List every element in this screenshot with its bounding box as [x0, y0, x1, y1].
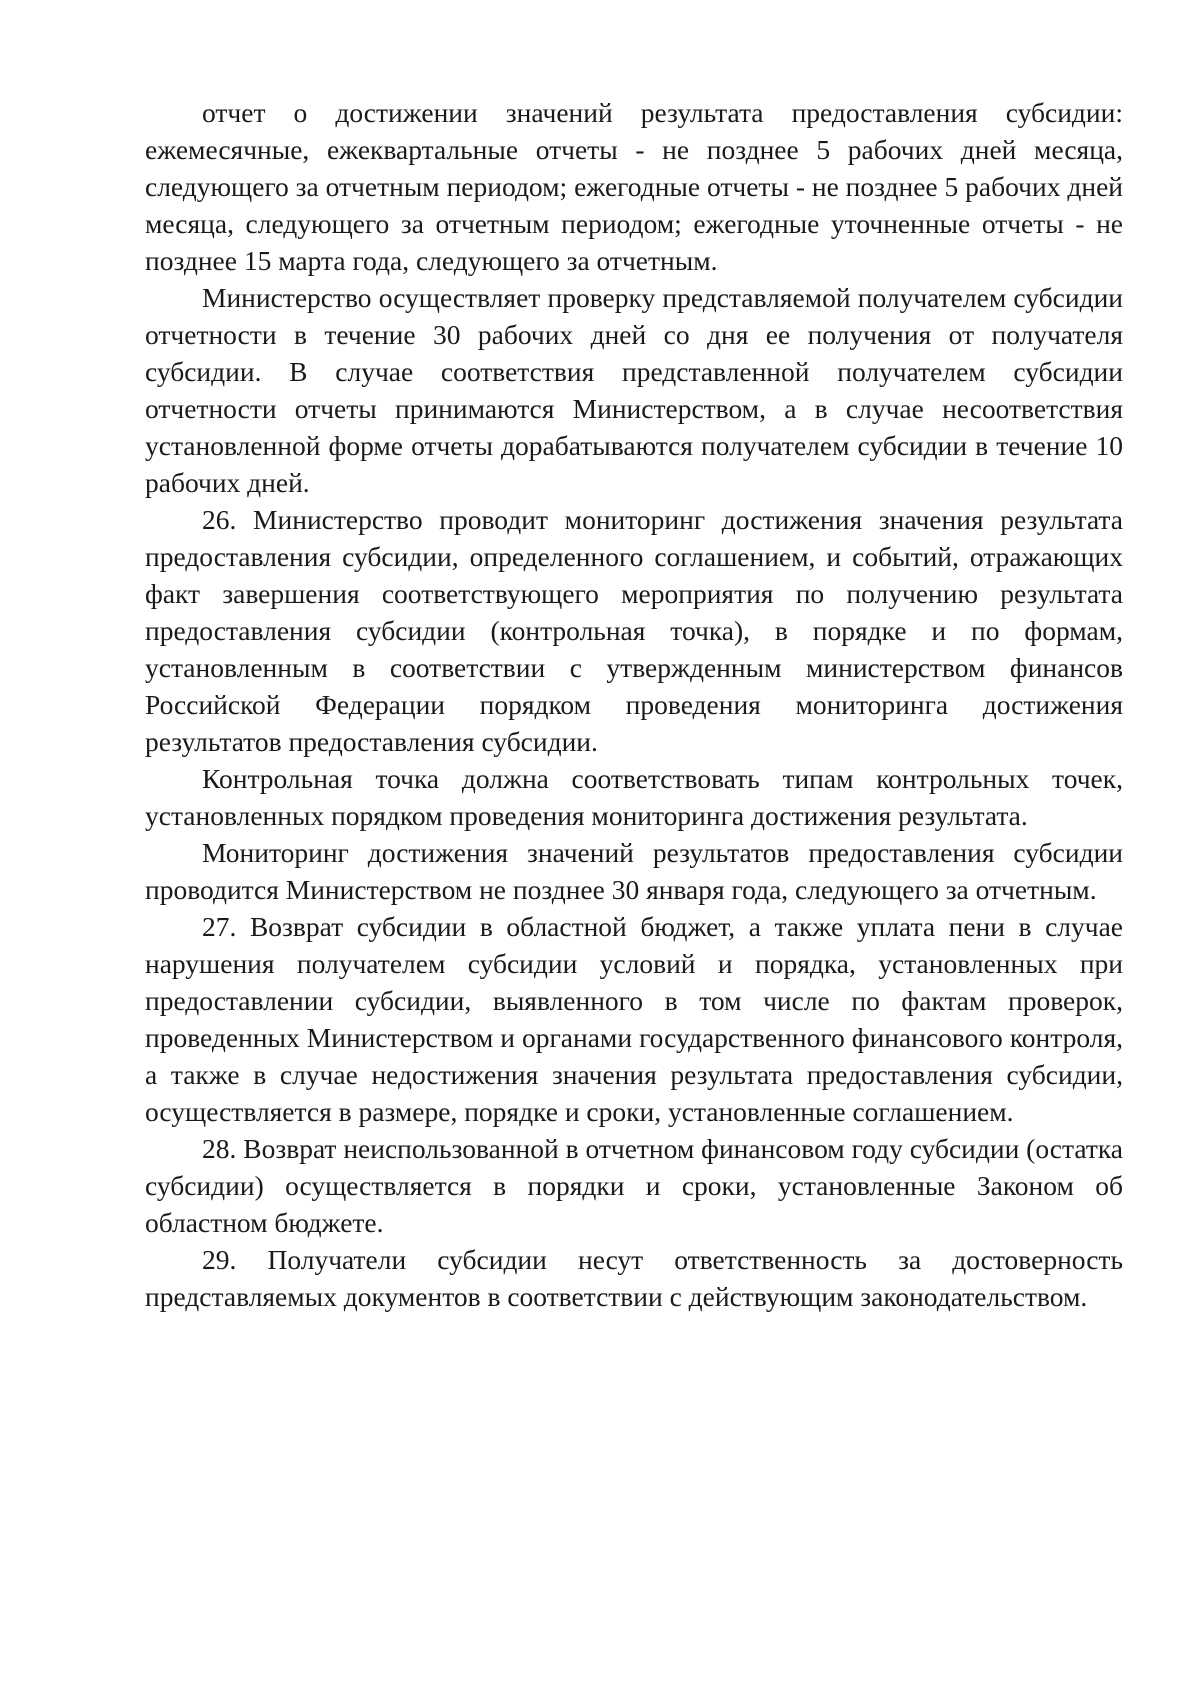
paragraph-28-unused-subsidy: 28. Возврат неиспользованной в отчетном финансовом году субсидии (остатка субсидии) осуществляется в порядки и сроки, установленные Законом об областном бюджете.	[145, 1133, 1123, 1238]
paragraph-report-deadlines: отчет о достижении значений результата предоставления субсидии: ежемесячные, ежеквартальные отчеты - не позднее 5 рабочих дней месяца, следующего за отчетным периодом; ежегодные отчеты - не позднее 5 рабочих дней месяца, следующего за отчетным периодом; ежегодные уточненные отчеты - не позднее 15 марта года, следующего за отчетным.	[145, 97, 1123, 276]
paragraph-26-monitoring: 26. Министерство проводит мониторинг достижения значения результата предоставления субсидии, определенного соглашением, и событий, отражающих факт завершения соответствующего мероприятия по получению результата предоставления субсидии (контрольная точка), в порядке и по формам, установленным в соответствии с утвержденным министерством финансов Российской Федерации порядком проведения мониторинга достижения результатов предоставления субсидии.	[145, 504, 1123, 757]
paragraph-control-point: Контрольная точка должна соответствовать типам контрольных точек, установленных порядком проведения мониторинга достижения результата.	[145, 763, 1123, 831]
paragraph-29-responsibility: 29. Получатели субсидии несут ответственность за достоверность представляемых документов в соответствии с действующим законодательством.	[145, 1244, 1123, 1312]
paragraph-monitoring-deadline: Мониторинг достижения значений результатов предоставления субсидии проводится Министерством не позднее 30 января года, следующего за отчетным.	[145, 837, 1123, 905]
paragraph-27-refund: 27. Возврат субсидии в областной бюджет, а также уплата пени в случае нарушения получателем субсидии условий и порядка, установленных при предоставлении субсидии, выявленного в том числе по фактам проверок, проведенных Министерством и органами государственного финансового контроля, а также в случае недостижения значения результата предоставления субсидии, осуществляется в размере, порядке и сроки, установленные соглашением.	[145, 911, 1123, 1127]
paragraph-ministry-verification: Министерство осуществляет проверку представляемой получателем субсидии отчетности в течение 30 рабочих дней со дня ее получения от получателя субсидии. В случае соответствия представленной получателем субсидии отчетности отчеты принимаются Министерством, а в случае несоответствия установленной форме отчеты дорабатываются получателем субсидии в течение 10 рабочих дней.	[145, 282, 1123, 498]
document-body	[145, 94, 1123, 1315]
